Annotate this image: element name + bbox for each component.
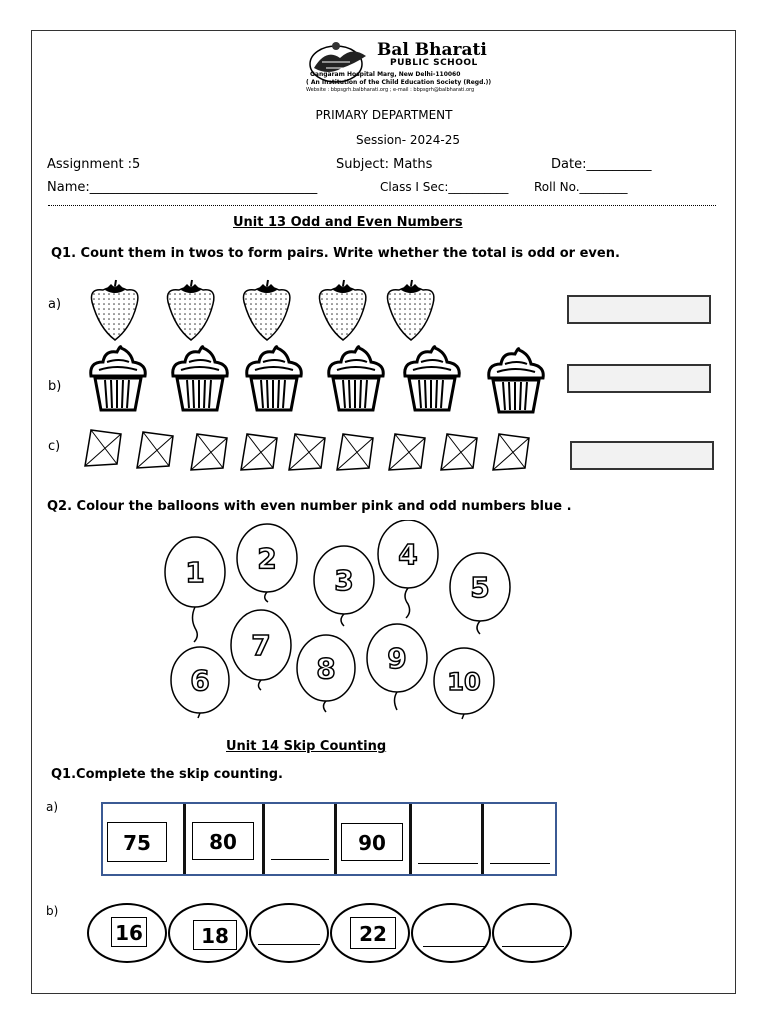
divider — [48, 205, 716, 206]
school-name: Bal Bharati — [377, 40, 487, 60]
cupcake-icon — [247, 347, 302, 410]
svg-text:2: 2 — [257, 542, 277, 575]
skip-b-blank[interactable] — [423, 945, 485, 947]
roll-field[interactable]: Roll No.________ — [534, 180, 628, 194]
school-website: Website : bbpsgrh.balbharati.org ; e-mail : bbpsgrh@balbharati.org — [306, 87, 475, 93]
unit14-title: Unit 14 Skip Counting — [226, 739, 387, 754]
svg-text:9: 9 — [387, 642, 407, 675]
cupcake-icon — [489, 349, 544, 412]
strawberry-icon — [387, 280, 433, 340]
class-field[interactable]: Class I Sec:__________ — [380, 180, 509, 194]
svg-text:10: 10 — [447, 668, 481, 696]
balloon-4 — [378, 520, 438, 618]
svg-text:6: 6 — [190, 664, 210, 697]
skip-a-value: 80 — [192, 822, 254, 860]
svg-text:1: 1 — [185, 556, 205, 589]
name-field[interactable]: Name:___________________________________ — [47, 180, 318, 195]
strawberries — [85, 278, 455, 342]
answer-box-a[interactable] — [567, 295, 711, 324]
kite-icon — [493, 434, 529, 470]
balloon-9 — [367, 624, 427, 710]
skip-b-label: b) — [46, 904, 59, 918]
kite-icon — [337, 434, 373, 470]
row-b-label: b) — [48, 379, 62, 394]
row-c-label: c) — [48, 439, 61, 454]
answer-box-b[interactable] — [567, 364, 711, 393]
unit13-title: Unit 13 Odd and Even Numbers — [233, 215, 463, 230]
balloon-8 — [297, 635, 355, 712]
skip-oval — [249, 903, 329, 963]
strawberry-icon — [243, 280, 289, 340]
svg-text:8: 8 — [316, 652, 336, 685]
session-text: Session- 2024-25 — [355, 133, 461, 147]
skip-a-value: 90 — [341, 823, 403, 861]
unit14-q1: Q1.Complete the skip counting. — [51, 767, 283, 782]
unit13-q1: Q1. Count them in twos to form pairs. Write whether the total is odd or even. — [51, 246, 620, 261]
unit13-q2: Q2. Colour the balloons with even number pink and odd numbers blue . — [47, 499, 572, 514]
skip-oval — [411, 903, 491, 963]
strawberry-icon — [319, 280, 365, 340]
balloon-10 — [434, 648, 494, 719]
cupcake-icon — [329, 347, 384, 410]
skip-a-label: a) — [46, 800, 59, 814]
kite-icon — [241, 434, 277, 470]
cupcake-icon — [405, 347, 460, 410]
svg-text:3: 3 — [334, 564, 354, 597]
balloon-5 — [450, 553, 510, 634]
skip-a-blank[interactable] — [490, 862, 550, 864]
strawberry-icon — [91, 280, 137, 340]
skip-cell — [265, 804, 337, 874]
answer-box-c[interactable] — [570, 441, 714, 470]
cupcake-icon — [91, 347, 146, 410]
balloons — [150, 520, 520, 720]
department-title: PRIMARY DEPARTMENT — [315, 108, 453, 122]
date-field[interactable]: Date:__________ — [551, 157, 652, 172]
kite-icon — [289, 434, 325, 470]
assignment-label: Assignment :5 — [47, 157, 141, 172]
strawberry-icon — [167, 280, 213, 340]
balloon-1 — [165, 537, 225, 642]
subject-label: Subject: Maths — [336, 157, 433, 172]
kite-icon — [85, 430, 121, 466]
cupcake-icon — [173, 347, 228, 410]
skip-b-blank[interactable] — [502, 945, 564, 947]
school-subtitle: PUBLIC SCHOOL — [390, 58, 478, 68]
balloon-6 — [171, 647, 229, 718]
school-address: Gangaram Hospital Marg, New Delhi-110060 — [310, 71, 461, 78]
skip-b-value: 22 — [350, 917, 396, 949]
balloon-7 — [231, 610, 291, 690]
balloon-2 — [237, 524, 297, 602]
skip-a-value: 75 — [107, 822, 167, 862]
skip-a-blank[interactable] — [271, 858, 329, 860]
svg-text:4: 4 — [398, 538, 418, 571]
kite-icon — [389, 434, 425, 470]
kite-icon — [191, 434, 227, 470]
skip-b-value: 16 — [111, 917, 147, 947]
school-society: ( An Institution of the Child Education Society (Regd.)) — [306, 79, 492, 86]
skip-b-value: 18 — [193, 920, 237, 950]
svg-text:5: 5 — [470, 571, 490, 604]
cupcakes — [85, 342, 555, 414]
svg-text:7: 7 — [251, 629, 271, 662]
balloon-3 — [314, 546, 374, 626]
skip-oval — [492, 903, 572, 963]
kites — [83, 424, 543, 474]
kite-icon — [137, 432, 173, 468]
skip-a-blank[interactable] — [418, 862, 478, 864]
skip-b-blank[interactable] — [258, 943, 320, 945]
kite-icon — [441, 434, 477, 470]
row-a-label: a) — [48, 297, 62, 312]
